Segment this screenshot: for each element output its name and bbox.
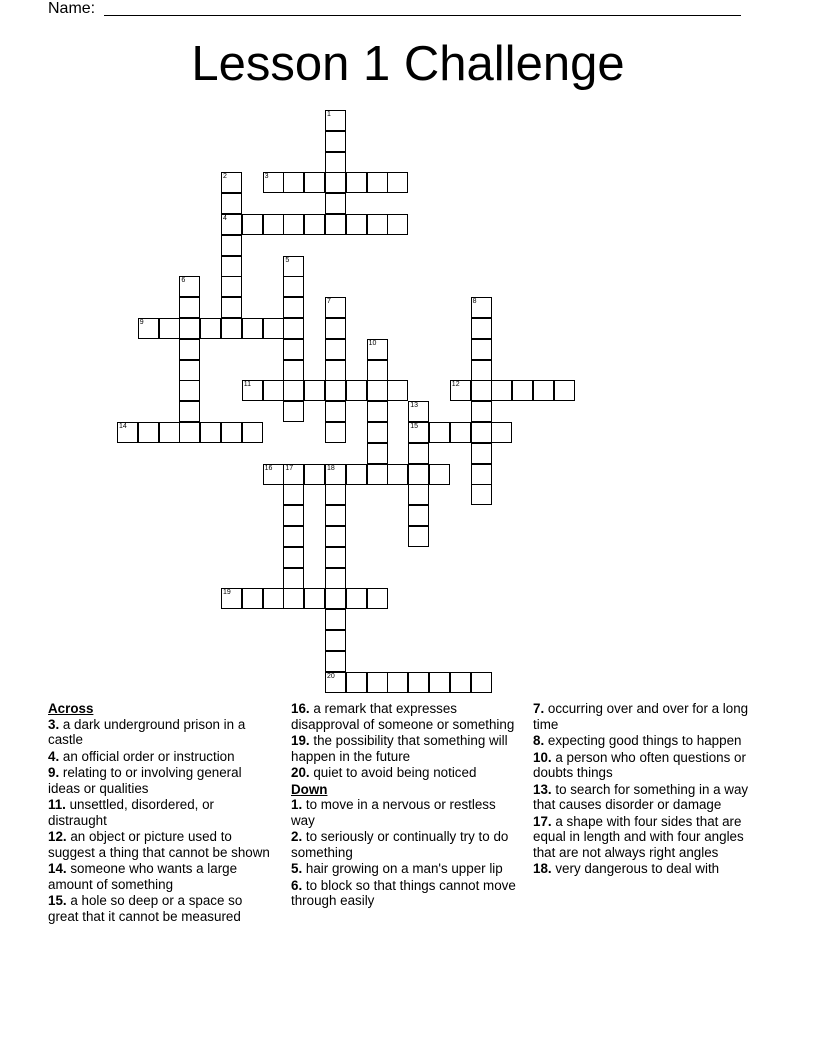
crossword-cell[interactable]: [554, 380, 575, 401]
crossword-cell[interactable]: [325, 588, 346, 609]
clue-number: 1: [327, 111, 331, 118]
crossword-cell[interactable]: [221, 235, 242, 256]
crossword-cell[interactable]: [367, 672, 388, 693]
crossword-cell[interactable]: [346, 214, 367, 235]
across-clue: [48, 717, 276, 748]
clue-text: an object or picture used to suggest a thing that cannot be shown: [48, 829, 270, 860]
crossword-cell[interactable]: [471, 484, 492, 505]
crossword-cell[interactable]: [325, 110, 346, 131]
crossword-cell[interactable]: [117, 422, 138, 443]
clue-text: to search for something in a way that causes disorder or damage: [533, 781, 749, 812]
clue-text: a shape with four sides that are equal in length and with four angles that are not always right angles: [533, 813, 744, 860]
down-clue: [533, 861, 761, 877]
crossword-cell[interactable]: [325, 609, 346, 630]
crossword-cell[interactable]: [283, 588, 304, 609]
crossword-cell[interactable]: [408, 505, 429, 526]
across-clue: [48, 797, 276, 828]
across-clue: [48, 861, 276, 892]
crossword-cell[interactable]: [179, 339, 200, 360]
crossword-cell[interactable]: [387, 380, 408, 401]
crossword-cell[interactable]: [283, 276, 304, 297]
clue-number: 13: [410, 402, 418, 410]
crossword-cell[interactable]: [283, 568, 304, 589]
crossword-cell[interactable]: [283, 214, 304, 235]
crossword-cell[interactable]: [304, 588, 325, 609]
crossword-cell[interactable]: [367, 380, 388, 401]
clue-number: 5: [285, 256, 290, 264]
crossword-cell[interactable]: [283, 526, 304, 547]
clue-text: to seriously or continually try to do something: [291, 829, 509, 860]
clue-num: 7.: [533, 701, 545, 716]
clue-num: 17.: [533, 813, 552, 829]
clue-num: 12.: [48, 829, 67, 844]
clue-number: 6: [181, 277, 186, 285]
clue-text: to move in a nervous or restless way: [291, 797, 496, 828]
clue-num: 3.: [48, 716, 60, 732]
clue-num: 11.: [48, 797, 66, 812]
clue-number: 4: [223, 215, 227, 222]
clue-number: 14: [119, 423, 127, 430]
clue-text: expecting good things to happen: [544, 733, 742, 748]
clue-num: 20.: [291, 765, 310, 780]
crossword-cell[interactable]: [367, 360, 388, 381]
crossword-cell[interactable]: [367, 214, 388, 235]
crossword-cell[interactable]: [471, 297, 492, 318]
crossword-cell[interactable]: [242, 214, 263, 235]
crossword-cell[interactable]: [242, 318, 263, 339]
crossword-cell[interactable]: [179, 380, 200, 401]
crossword-cell[interactable]: [346, 380, 367, 401]
crossword-cell[interactable]: [450, 422, 471, 443]
crossword-cell[interactable]: [179, 276, 200, 297]
crossword-cell[interactable]: [221, 214, 242, 235]
clue-number: 9: [139, 319, 144, 326]
clue-column-1: [48, 701, 276, 925]
crossword-cell[interactable]: [471, 401, 492, 422]
crossword-cell[interactable]: [263, 214, 284, 235]
crossword-cell[interactable]: [325, 193, 346, 214]
crossword-cell[interactable]: [325, 380, 346, 401]
clue-num: 18.: [533, 861, 552, 876]
crossword-cell[interactable]: [325, 526, 346, 547]
clue-num: 6.: [291, 877, 303, 893]
crossword-cell[interactable]: [325, 360, 346, 381]
crossword-cell[interactable]: [408, 422, 429, 443]
crossword-cell[interactable]: [263, 380, 284, 401]
down-clue: [291, 878, 519, 909]
crossword-cell[interactable]: [242, 380, 263, 401]
crossword-cell[interactable]: [304, 464, 325, 485]
crossword-cell[interactable]: [221, 276, 242, 297]
crossword-cell[interactable]: [325, 339, 346, 360]
crossword-cell[interactable]: [221, 256, 242, 277]
clue-text: a remark that expresses disapproval of someone or something: [291, 701, 515, 732]
clue-text: relating to or involving general ideas or qualities: [48, 765, 242, 796]
crossword-cell[interactable]: [283, 380, 304, 401]
crossword-cell[interactable]: [429, 464, 450, 485]
crossword-cell[interactable]: [179, 318, 200, 339]
crossword-cell[interactable]: [325, 651, 346, 672]
crossword-cell[interactable]: [325, 401, 346, 422]
clue-text: quiet to avoid being noticed: [309, 765, 477, 780]
clue-text: an official order or instruction: [59, 748, 235, 764]
crossword-cell[interactable]: [242, 588, 263, 609]
crossword-cell[interactable]: [200, 422, 221, 443]
across-clue: [291, 733, 519, 764]
clue-num: 4.: [48, 748, 60, 764]
crossword-cell[interactable]: [159, 318, 180, 339]
crossword-cell[interactable]: [304, 380, 325, 401]
crossword-cell[interactable]: [304, 214, 325, 235]
crossword-cell[interactable]: [346, 588, 367, 609]
crossword-cell[interactable]: [263, 464, 284, 485]
crossword-cell[interactable]: [471, 360, 492, 381]
down-clue: [533, 750, 761, 781]
crossword-cell[interactable]: [221, 193, 242, 214]
crossword-cell[interactable]: [221, 318, 242, 339]
crossword-cell[interactable]: [450, 672, 471, 693]
crossword-cell[interactable]: [283, 547, 304, 568]
crossword-cell[interactable]: [471, 380, 492, 401]
clue-column-3: [533, 701, 761, 878]
crossword-cell[interactable]: [283, 360, 304, 381]
clue-num: 8.: [533, 733, 545, 748]
crossword-cell[interactable]: [283, 339, 304, 360]
crossword-cell[interactable]: [283, 401, 304, 422]
crossword-cell[interactable]: [283, 172, 304, 193]
crossword-cell[interactable]: [346, 172, 367, 193]
crossword-cell[interactable]: [325, 672, 346, 693]
crossword-cell[interactable]: [221, 297, 242, 318]
crossword-cell[interactable]: [471, 672, 492, 693]
clue-text: occurring over and over for a long time: [533, 701, 749, 732]
clue-number: 10: [368, 339, 377, 347]
clue-text: very dangerous to deal with: [551, 861, 720, 876]
down-clue: [291, 829, 519, 860]
crossword-cell[interactable]: [408, 484, 429, 505]
crossword-cell[interactable]: [367, 464, 388, 485]
crossword-cell[interactable]: [179, 297, 200, 318]
across-clue: [291, 765, 519, 781]
crossword-cell[interactable]: [471, 318, 492, 339]
crossword-cell[interactable]: [263, 318, 284, 339]
clue-number: 19: [223, 589, 231, 597]
crossword-cell[interactable]: [179, 401, 200, 422]
crossword-cell[interactable]: [471, 422, 492, 443]
crossword-cell[interactable]: [221, 588, 242, 609]
clue-num: 13.: [533, 781, 552, 797]
across-clue: [48, 749, 276, 765]
crossword-cell[interactable]: [179, 360, 200, 381]
clue-num: 9.: [48, 765, 60, 780]
clue-number: 20: [327, 672, 335, 680]
crossword-cell[interactable]: [325, 630, 346, 651]
down-clue: [533, 814, 761, 861]
across-clue: [48, 765, 276, 796]
down-clue: [533, 701, 761, 732]
crossword-cell[interactable]: [159, 422, 180, 443]
crossword-cell[interactable]: [283, 297, 304, 318]
crossword-cell[interactable]: [263, 588, 284, 609]
crossword-cell[interactable]: [138, 422, 159, 443]
crossword-cell[interactable]: [325, 547, 346, 568]
crossword-cell[interactable]: [325, 422, 346, 443]
crossword-cell[interactable]: [387, 672, 408, 693]
crossword-cell[interactable]: [325, 318, 346, 339]
crossword-cell[interactable]: [283, 505, 304, 526]
clue-num: 16.: [291, 701, 310, 716]
crossword-cell[interactable]: [408, 443, 429, 464]
across-heading: Across: [48, 701, 94, 716]
clue-text: a dark underground prison in a castle: [48, 716, 246, 747]
crossword-cell[interactable]: [325, 568, 346, 589]
crossword-cell[interactable]: [346, 672, 367, 693]
across-clue: [291, 701, 519, 732]
down-heading: Down: [291, 781, 328, 797]
crossword-cell[interactable]: [221, 422, 242, 443]
crossword-cell[interactable]: [283, 464, 304, 485]
crossword-cell[interactable]: [512, 380, 533, 401]
crossword-cell[interactable]: [491, 380, 512, 401]
clue-number: 12: [451, 381, 460, 389]
crossword-cell[interactable]: [325, 131, 346, 152]
crossword-cell[interactable]: [533, 380, 554, 401]
clue-column-2: [291, 701, 519, 910]
crossword-cell[interactable]: [283, 256, 304, 277]
crossword-cell[interactable]: [471, 339, 492, 360]
down-clue: [291, 861, 519, 877]
clue-text: hair growing on a man's upper lip: [302, 861, 503, 876]
crossword-cell[interactable]: [346, 464, 367, 485]
down-clue: [533, 782, 761, 813]
crossword-cell[interactable]: [408, 672, 429, 693]
crossword-cell[interactable]: [325, 484, 346, 505]
crossword-cell[interactable]: [387, 464, 408, 485]
crossword-cell[interactable]: [429, 672, 450, 693]
clue-text: to block so that things cannot move through easily: [291, 877, 516, 908]
crossword-cell[interactable]: [387, 214, 408, 235]
clue-number: 11: [243, 381, 252, 389]
crossword-cell[interactable]: [367, 422, 388, 443]
crossword-cell[interactable]: [408, 464, 429, 485]
clue-number: 18: [327, 464, 335, 472]
clue-num: 5.: [291, 861, 303, 876]
crossword-cell[interactable]: [408, 526, 429, 547]
crossword-cell[interactable]: [367, 172, 388, 193]
crossword-cell[interactable]: [325, 464, 346, 485]
page-title: Lesson 1 Challenge: [191, 37, 625, 91]
clue-number: 17: [285, 464, 294, 472]
clue-text: someone who wants a large amount of something: [48, 861, 238, 892]
clue-num: 1.: [291, 797, 303, 812]
crossword-cell[interactable]: [138, 318, 159, 339]
crossword-cell[interactable]: [325, 172, 346, 193]
crossword-cell[interactable]: [263, 172, 284, 193]
down-clue: [291, 797, 519, 828]
crossword-cell[interactable]: [367, 443, 388, 464]
crossword-cell[interactable]: [283, 484, 304, 505]
crossword-cell[interactable]: [325, 152, 346, 173]
clue-number: 3: [264, 173, 269, 181]
crossword-cell[interactable]: [304, 172, 325, 193]
crossword-cell[interactable]: [429, 422, 450, 443]
clue-text: a hole so deep or a space so great that it cannot be measured: [48, 893, 243, 924]
clue-num: 10.: [533, 749, 552, 765]
name-label: Name:: [48, 0, 96, 17]
across-clue: [48, 829, 276, 860]
crossword-cell[interactable]: [471, 464, 492, 485]
crossword-cell[interactable]: [367, 588, 388, 609]
crossword-cell[interactable]: [283, 318, 304, 339]
clue-num: 15.: [48, 893, 67, 908]
crossword-cell[interactable]: [367, 339, 388, 360]
crossword-cell[interactable]: [242, 422, 263, 443]
crossword-cell[interactable]: [387, 172, 408, 193]
crossword-cell[interactable]: [471, 443, 492, 464]
crossword-cell[interactable]: [221, 172, 242, 193]
clue-text: a person who often questions or doubts things: [533, 749, 746, 780]
down-clue: [533, 733, 761, 749]
across-clue: [48, 893, 276, 924]
crossword-cell[interactable]: [179, 422, 200, 443]
crossword-cell[interactable]: [200, 318, 221, 339]
crossword-cell[interactable]: [450, 380, 471, 401]
crossword-cell[interactable]: [367, 401, 388, 422]
clue-number: 16: [264, 464, 273, 472]
clue-number: 15: [410, 423, 418, 430]
crossword-cell[interactable]: [325, 297, 346, 318]
clue-number: 8: [472, 298, 477, 306]
crossword-cell[interactable]: [408, 401, 429, 422]
clue-number: 2: [223, 173, 227, 181]
clue-num: 19.: [291, 733, 310, 748]
clue-text: the possibility that something will happen in the future: [291, 733, 508, 764]
crossword-cell[interactable]: [325, 505, 346, 526]
crossword-cell[interactable]: [491, 422, 512, 443]
clue-num: 14.: [48, 861, 67, 876]
clue-num: 2.: [291, 829, 303, 844]
crossword-cell[interactable]: [325, 214, 346, 235]
clue-number: 7: [327, 298, 331, 306]
clue-text: unsettled, disordered, or distraught: [48, 797, 215, 828]
